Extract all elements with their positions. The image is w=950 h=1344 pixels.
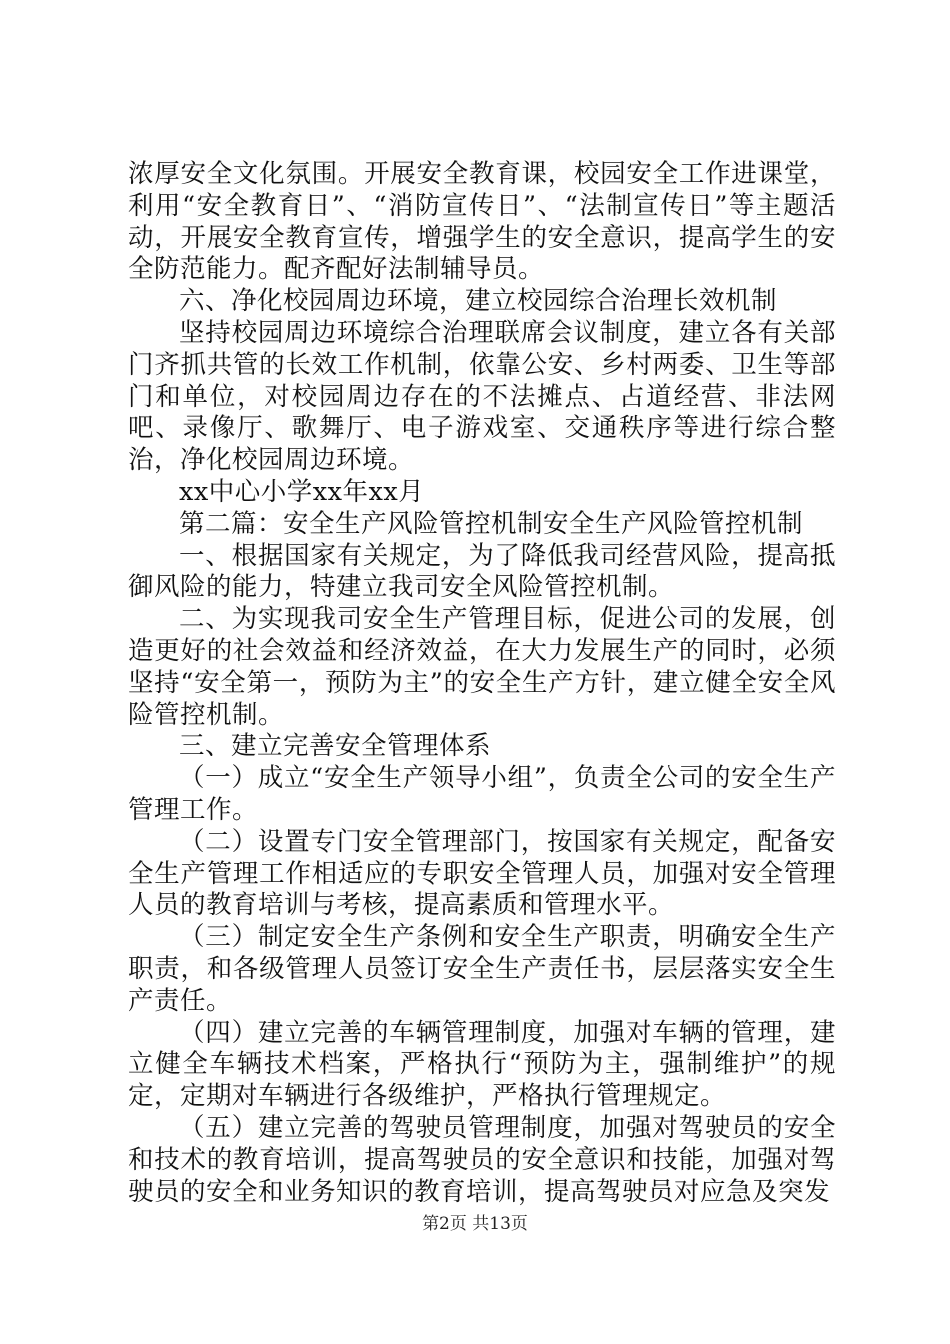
list-item-2: （二）设置专门安全管理部门，按国家有关规定，配备安全生产管理工作相适应的专职安全管理人员，加强对安全管理人员的教育培训与考核，提高素质和管理水平。	[128, 826, 836, 921]
paragraph-1: 浓厚安全文化氛围。开展安全教育课，校园安全工作进课堂，利用“安全教育日”、“消防宣传日”、“法制宣传日”等主题活动，开展安全教育宣传，增强学生的安全意识，提高学生的安全防范能力。配齐配好法制辅导员。	[128, 159, 836, 285]
document-body	[128, 159, 836, 1208]
list-item-5: （五）建立完善的驾驶员管理制度，加强对驾驶员的安全和技术的教育培训，提高驾驶员的安全意识和技能，加强对驾驶员的安全和业务知识的教育培训，提高驾驶员对应急及突发	[128, 1112, 836, 1207]
page-footer: 第2页 共13页	[422, 1214, 528, 1234]
section-heading-6: 六、净化校园周边环境，建立校园综合治理长效机制	[179, 286, 778, 317]
paragraph-6: 一、根据国家有关规定，为了降低我司经营风险，提高抵御风险的能力，特建立我司安全风险管控机制。	[128, 540, 836, 603]
chapter-title: 第二篇：安全生产风险管控机制安全生产风险管控机制	[179, 508, 804, 539]
list-item-1: （一）成立“安全生产领导小组”，负责全公司的安全生产管理工作。	[128, 763, 836, 825]
paragraph-7: 二、为实现我司安全生产管理目标，促进公司的发展，创造更好的社会效益和经济效益，在大力发展生产的同时，必须坚持“安全第一，预防为主”的安全生产方针，建立健全安全风险管控机制。	[128, 604, 836, 730]
list-item-4: （四）建立完善的车辆管理制度，加强对车辆的管理，建立健全车辆技术档案，严格执行“预防为主，强制维护”的规定，定期对车辆进行各级维护，严格执行管理规定。	[128, 1017, 836, 1112]
list-item-3: （三）制定安全生产条例和安全生产职责，明确安全生产职责，和各级管理人员签订安全生产责任书，层层落实安全生产责任。	[128, 922, 836, 1016]
signature-line: xx中心小学xx年xx月	[179, 476, 425, 507]
paragraph-3: 坚持校园周边环境综合治理联席会议制度，建立各有关部门齐抓共管的长效工作机制，依靠公安、乡村两委、卫生等部门和单位，对校园周边存在的不法摊点、占道经营、非法网吧、录像厅、歌舞厅、电子游戏室、交通秩序等进行综合整治，净化校园周边环境。	[128, 317, 836, 476]
section-heading-3: 三、建立完善安全管理体系	[179, 731, 492, 762]
